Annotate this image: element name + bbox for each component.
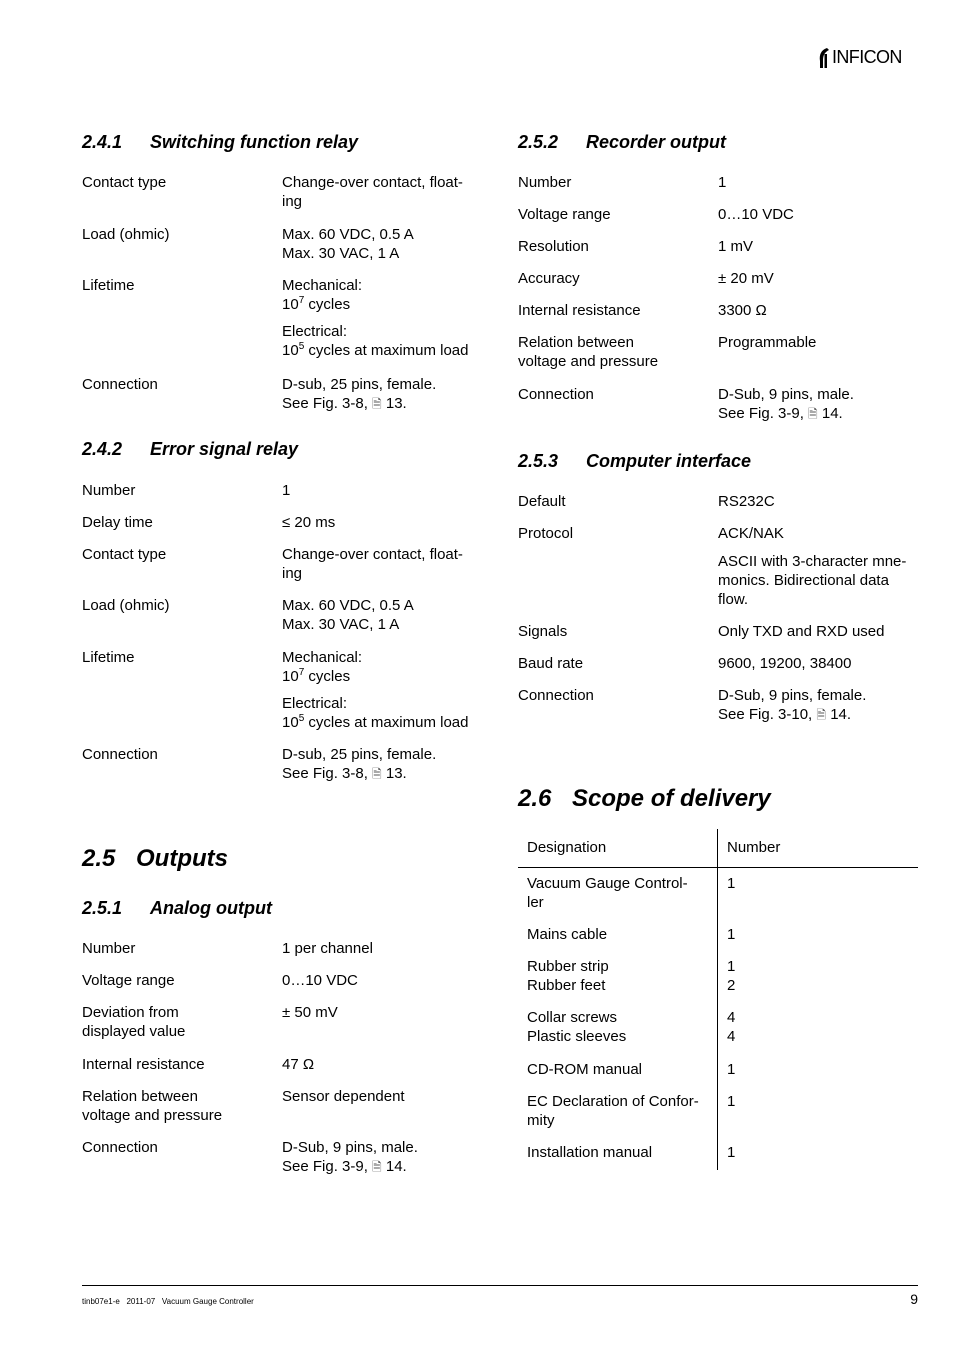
spec-label [518,333,708,371]
spec-label-line: voltage and pressure [518,353,659,370]
page-ref-number[interactable]: 14. [381,1158,407,1175]
section-number: 2.5.1 [82,898,123,918]
spec-value: 1 per channel [282,940,373,957]
section-title: Scope of delivery [572,785,771,812]
spec-value [718,385,924,424]
exp-base: 10 [282,714,299,731]
spec-label: Connection [518,386,594,403]
spec-value-line: D-sub, 25 pins, female. [282,376,437,393]
spec-value-line: monics. Bidirectional data [718,572,889,589]
section-title: Recorder output [586,132,727,152]
spec-value [718,524,924,609]
cell-line: Installation manual [527,1144,653,1161]
spec-value: ≤ 20 ms [282,514,336,531]
section-title: Computer interface [586,451,752,471]
spec-label: Contact type [82,174,167,191]
spec-value-line: Mechanical: [282,649,363,666]
spec-label: Connection [518,687,594,704]
exp-base: 10 [282,342,299,359]
spec-value: ± 20 mV [718,270,774,287]
spec-label: Signals [518,623,568,640]
table-cell-designation [527,957,712,995]
logo-text: INFICON [832,47,902,67]
page-reference-icon[interactable]: 🗎 [372,1160,382,1174]
fig-ref-text: See Fig. 3-9, [718,405,809,422]
spec-value-line: D-Sub, 9 pins, male. [718,386,854,403]
spec-value-line: ACK/NAK [718,525,784,542]
spec-value-line: Change-over contact, float- [282,174,463,191]
fig-ref-text: See Fig. 3-8, [282,395,373,412]
spec-label [82,1087,272,1125]
spec-label: Number [82,940,136,957]
cell-line: EC Declaration of Confor- [527,1093,699,1110]
spec-value: Only TXD and RXD used [718,623,885,640]
table-cell-number [727,1143,827,1162]
page-ref-number[interactable]: 13. [381,395,407,412]
page-ref-number[interactable]: 13. [381,765,407,782]
spec-value: 9600, 19200, 38400 [718,655,852,672]
section-heading-2-5-2 [518,131,726,153]
spec-label: Resolution [518,238,589,255]
spec-value-line: Change-over contact, float- [282,546,463,563]
spec-label: Voltage range [82,972,175,989]
spec-value [282,225,488,263]
section-number: 2.4.1 [82,132,123,152]
section-heading-2-4-1 [82,131,358,153]
exp-power: 5 [298,341,305,352]
spec-label: Voltage range [518,206,611,223]
spec-value-line [282,713,488,732]
table-cell-number [727,925,827,944]
exp-power: 7 [298,667,305,678]
spec-label: Default [518,493,566,510]
table-cell-designation [527,1092,712,1130]
cell-line: 1 [727,958,736,975]
table-header-designation: Designation [527,839,607,856]
spec-label: Internal resistance [518,302,641,319]
inficon-logo-icon [818,47,832,69]
section-heading-2-6 [518,785,771,813]
cell-line: 1 [727,1061,736,1078]
spec-value: 3300 Ω [718,302,767,319]
spec-value-line: Electrical: [282,695,348,712]
cell-line: 1 [727,1144,736,1161]
section-number: 2.5 [82,845,116,872]
page-reference-icon[interactable]: 🗎 [372,397,382,411]
cell-line: mity [527,1112,555,1129]
inficon-logo [818,45,922,71]
spec-value-line [282,341,488,360]
table-cell-designation [527,925,712,944]
cell-line: Vacuum Gauge Control- [527,875,688,892]
spec-value [282,596,488,634]
spec-label: Lifetime [82,277,135,294]
spec-label: Connection [82,746,158,763]
spec-label: Connection [82,1139,158,1156]
page-reference-icon[interactable]: 🗎 [372,767,382,781]
spec-value-line [282,764,488,784]
spec-label-line: displayed value [82,1023,186,1040]
table-cell-designation [527,1060,712,1079]
spec-label-line: Relation between [82,1088,198,1105]
cell-line: 2 [727,977,736,994]
cell-line: Collar screws [527,1009,618,1026]
spec-label: Load (ohmic) [82,597,170,614]
spec-label: Connection [82,376,158,393]
table-cell-number [727,1092,827,1111]
fig-ref-text: See Fig. 3-9, [282,1158,373,1175]
spec-value [282,375,488,414]
cell-line: 1 [727,1093,736,1110]
spec-label: Number [518,174,572,191]
spec-value: Programmable [718,334,817,351]
spec-label-line: Deviation from [82,1004,179,1021]
spec-value [282,1138,488,1177]
spec-label: Baud rate [518,655,584,672]
spec-value: 47 Ω [282,1056,315,1073]
spec-value: 0…10 VDC [718,206,794,223]
spec-value-line: Max. 60 VDC, 0.5 A [282,597,414,614]
section-number: 2.4.2 [82,439,123,459]
table-cell-designation [527,1008,712,1046]
page-ref-number[interactable]: 14. [817,405,843,422]
spec-value: 1 mV [718,238,754,255]
exp-power: 7 [298,295,305,306]
spec-label: Accuracy [518,270,580,287]
section-heading-2-5-3 [518,450,751,472]
section-heading-2-5 [82,845,228,873]
spec-value-line: Max. 30 VAC, 1 A [282,616,400,633]
footer-doc-info: tinb07e1-e 2011-07 Vacuum Gauge Controller [82,1297,254,1306]
spec-value-line: D-sub, 25 pins, female. [282,746,437,763]
exp-unit: cycles [304,296,351,313]
spec-value-line [718,705,924,725]
spec-value [282,745,488,784]
section-title: Outputs [136,845,228,872]
section-number: 2.5.3 [518,451,559,471]
spec-value-line: Max. 60 VDC, 0.5 A [282,226,414,243]
page-ref-number[interactable]: 14. [826,706,852,723]
spec-label-line: voltage and pressure [82,1107,223,1124]
section-heading-2-5-1 [82,897,272,919]
page-number: 9 [910,1291,918,1307]
section-title: Error signal relay [150,439,299,459]
spec-value [282,648,488,732]
exp-unit: cycles at maximum load [304,342,469,359]
spec-value: 0…10 VDC [282,972,358,989]
section-heading-2-4-2 [82,438,298,460]
exp-base: 10 [282,668,299,685]
cell-line: 4 [727,1009,736,1026]
spec-label-line: Relation between [518,334,634,351]
cell-line: CD-ROM manual [527,1061,643,1078]
section-number: 2.6 [518,785,552,812]
spec-value-line [282,667,488,686]
spec-value-line [282,295,488,314]
spec-value-line: ing [282,565,303,582]
cell-line: Plastic sleeves [527,1028,627,1045]
exp-unit: cycles at maximum load [304,714,469,731]
table-column-divider [717,829,718,1170]
cell-line: 1 [727,875,736,892]
footer-divider [82,1285,918,1286]
spec-label: Lifetime [82,649,135,666]
table-cell-designation [527,1143,712,1162]
spec-value-line: ing [282,193,303,210]
spec-value-line: D-Sub, 9 pins, male. [282,1139,418,1156]
spec-value: RS232C [718,493,775,510]
spec-label: Load (ohmic) [82,226,170,243]
spec-value-line: D-Sub, 9 pins, female. [718,687,867,704]
cell-line: 4 [727,1028,736,1045]
spec-label: Internal resistance [82,1056,205,1073]
spec-value: Sensor dependent [282,1088,405,1105]
cell-line: 1 [727,926,736,943]
spec-value-line [718,404,924,424]
section-number: 2.5.2 [518,132,559,152]
spec-value: 1 [718,174,727,191]
fig-ref-text: See Fig. 3-10, [718,706,817,723]
page-reference-icon[interactable]: 🗎 [808,407,818,421]
spec-value-line: Electrical: [282,323,348,340]
cell-line: Mains cable [527,926,608,943]
table-header-divider [518,867,918,868]
section-title: Analog output [150,898,272,918]
spec-label: Delay time [82,514,153,531]
spec-value-line [282,394,488,414]
spec-label [82,1003,272,1041]
spec-value [282,276,488,360]
spec-value-line: Max. 30 VAC, 1 A [282,245,400,262]
spec-value [718,686,924,725]
section-title: Switching function relay [150,132,359,152]
spec-value-line: ASCII with 3-character mne- [718,553,907,570]
cell-line: Rubber feet [527,977,606,994]
spec-label: Contact type [82,546,167,563]
spec-value-line: Mechanical: [282,277,363,294]
table-cell-designation [527,874,712,912]
exp-unit: cycles [304,668,351,685]
spec-label: Protocol [518,525,574,542]
table-cell-number [727,1060,827,1079]
spec-value [282,173,488,211]
spec-value: ± 50 mV [282,1004,338,1021]
fig-ref-text: See Fig. 3-8, [282,765,373,782]
table-cell-number [727,1008,827,1046]
cell-line: ler [527,894,544,911]
cell-line: Rubber strip [527,958,609,975]
exp-power: 5 [298,713,305,724]
spec-value-line: flow. [718,591,749,608]
exp-base: 10 [282,296,299,313]
spec-value-line [282,1157,488,1177]
spec-value: 1 [282,482,291,499]
table-cell-number [727,874,827,893]
table-cell-number [727,957,827,995]
spec-value [282,545,488,583]
page-reference-icon[interactable]: 🗎 [816,708,827,722]
spec-label: Number [82,482,136,499]
table-header-number: Number [727,839,781,856]
